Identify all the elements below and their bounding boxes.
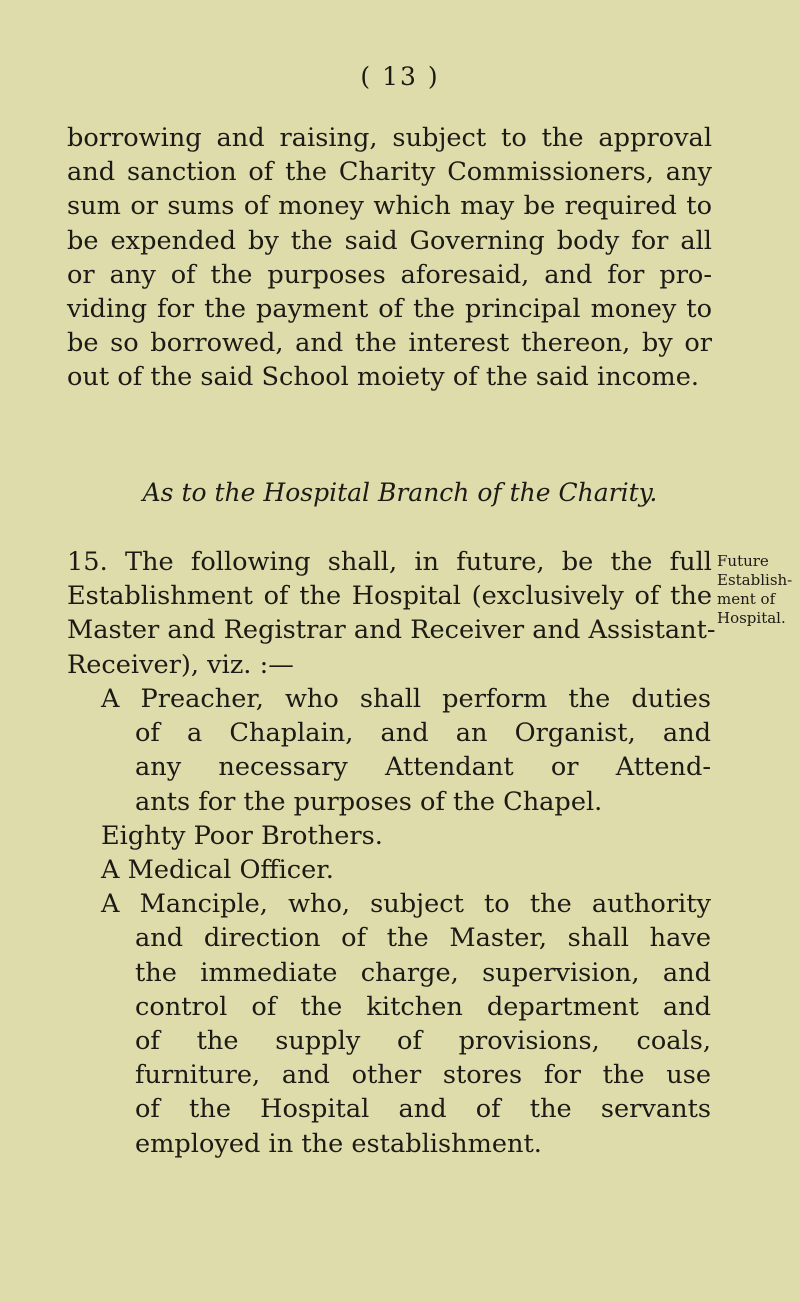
text-line: Eighty Poor Brothers. — [101, 820, 383, 851]
text-line: control of the kitchen department and — [135, 991, 711, 1022]
text-line: Establishment of the Hospital (exclusively of the — [67, 581, 712, 612]
text-line: the immediate charge, supervision, and — [135, 957, 711, 988]
text-line: sum or sums of money which may be required to — [67, 191, 712, 222]
text-line: be so borrowed, and the interest thereon, by or — [67, 328, 712, 359]
text-line: of the Hospital and of the servants — [135, 1094, 711, 1125]
text-line: Master and Registrar and Receiver and Assistant- — [67, 615, 716, 646]
text-line: and sanction of the Charity Commissioners, any — [67, 157, 712, 188]
page-number: ( 13 ) — [360, 62, 440, 91]
margin-note-line: Establish- — [717, 571, 793, 589]
text-line: out of the said School moiety of the said income. — [67, 362, 699, 393]
margin-note — [717, 552, 795, 628]
section-15-paragraph — [67, 545, 716, 682]
text-line: be expended by the said Governing body for all — [67, 225, 712, 256]
text-line: A Preacher, who shall perform the duties — [101, 684, 711, 714]
text-line: of a Chaplain, and an Organist, and — [135, 718, 711, 749]
text-line: ants for the purposes of the Chapel. — [135, 786, 603, 817]
text-line: borrowing and raising, subject to the approval — [67, 123, 712, 153]
opening-paragraph — [67, 121, 712, 395]
margin-note-line: ment of — [717, 590, 776, 608]
text-line: employed in the establishment. — [135, 1128, 542, 1159]
text-line: viding for the payment of the principal money to — [67, 294, 712, 325]
section-heading: As to the Hospital Branch of the Charity. — [142, 478, 658, 507]
text-line: A Medical Officer. — [101, 855, 334, 886]
text-line: any necessary Attendant or Attend- — [135, 752, 711, 783]
margin-note-line: Future — [717, 552, 769, 570]
margin-note-line: Hospital. — [717, 609, 786, 627]
text-line: A Manciple, who, subject to the authority — [101, 889, 711, 920]
text-line: Receiver), viz. :— — [67, 649, 294, 680]
text-line: furniture, and other stores for the use — [135, 1060, 711, 1091]
text-line: of the supply of provisions, coals, — [135, 1026, 711, 1057]
text-line: or any of the purposes aforesaid, and for pro- — [67, 259, 712, 290]
text-line: and direction of the Master, shall have — [135, 923, 711, 954]
establishment-list-body — [101, 682, 711, 1161]
text-line: 15. The following shall, in future, be the full — [67, 547, 712, 577]
